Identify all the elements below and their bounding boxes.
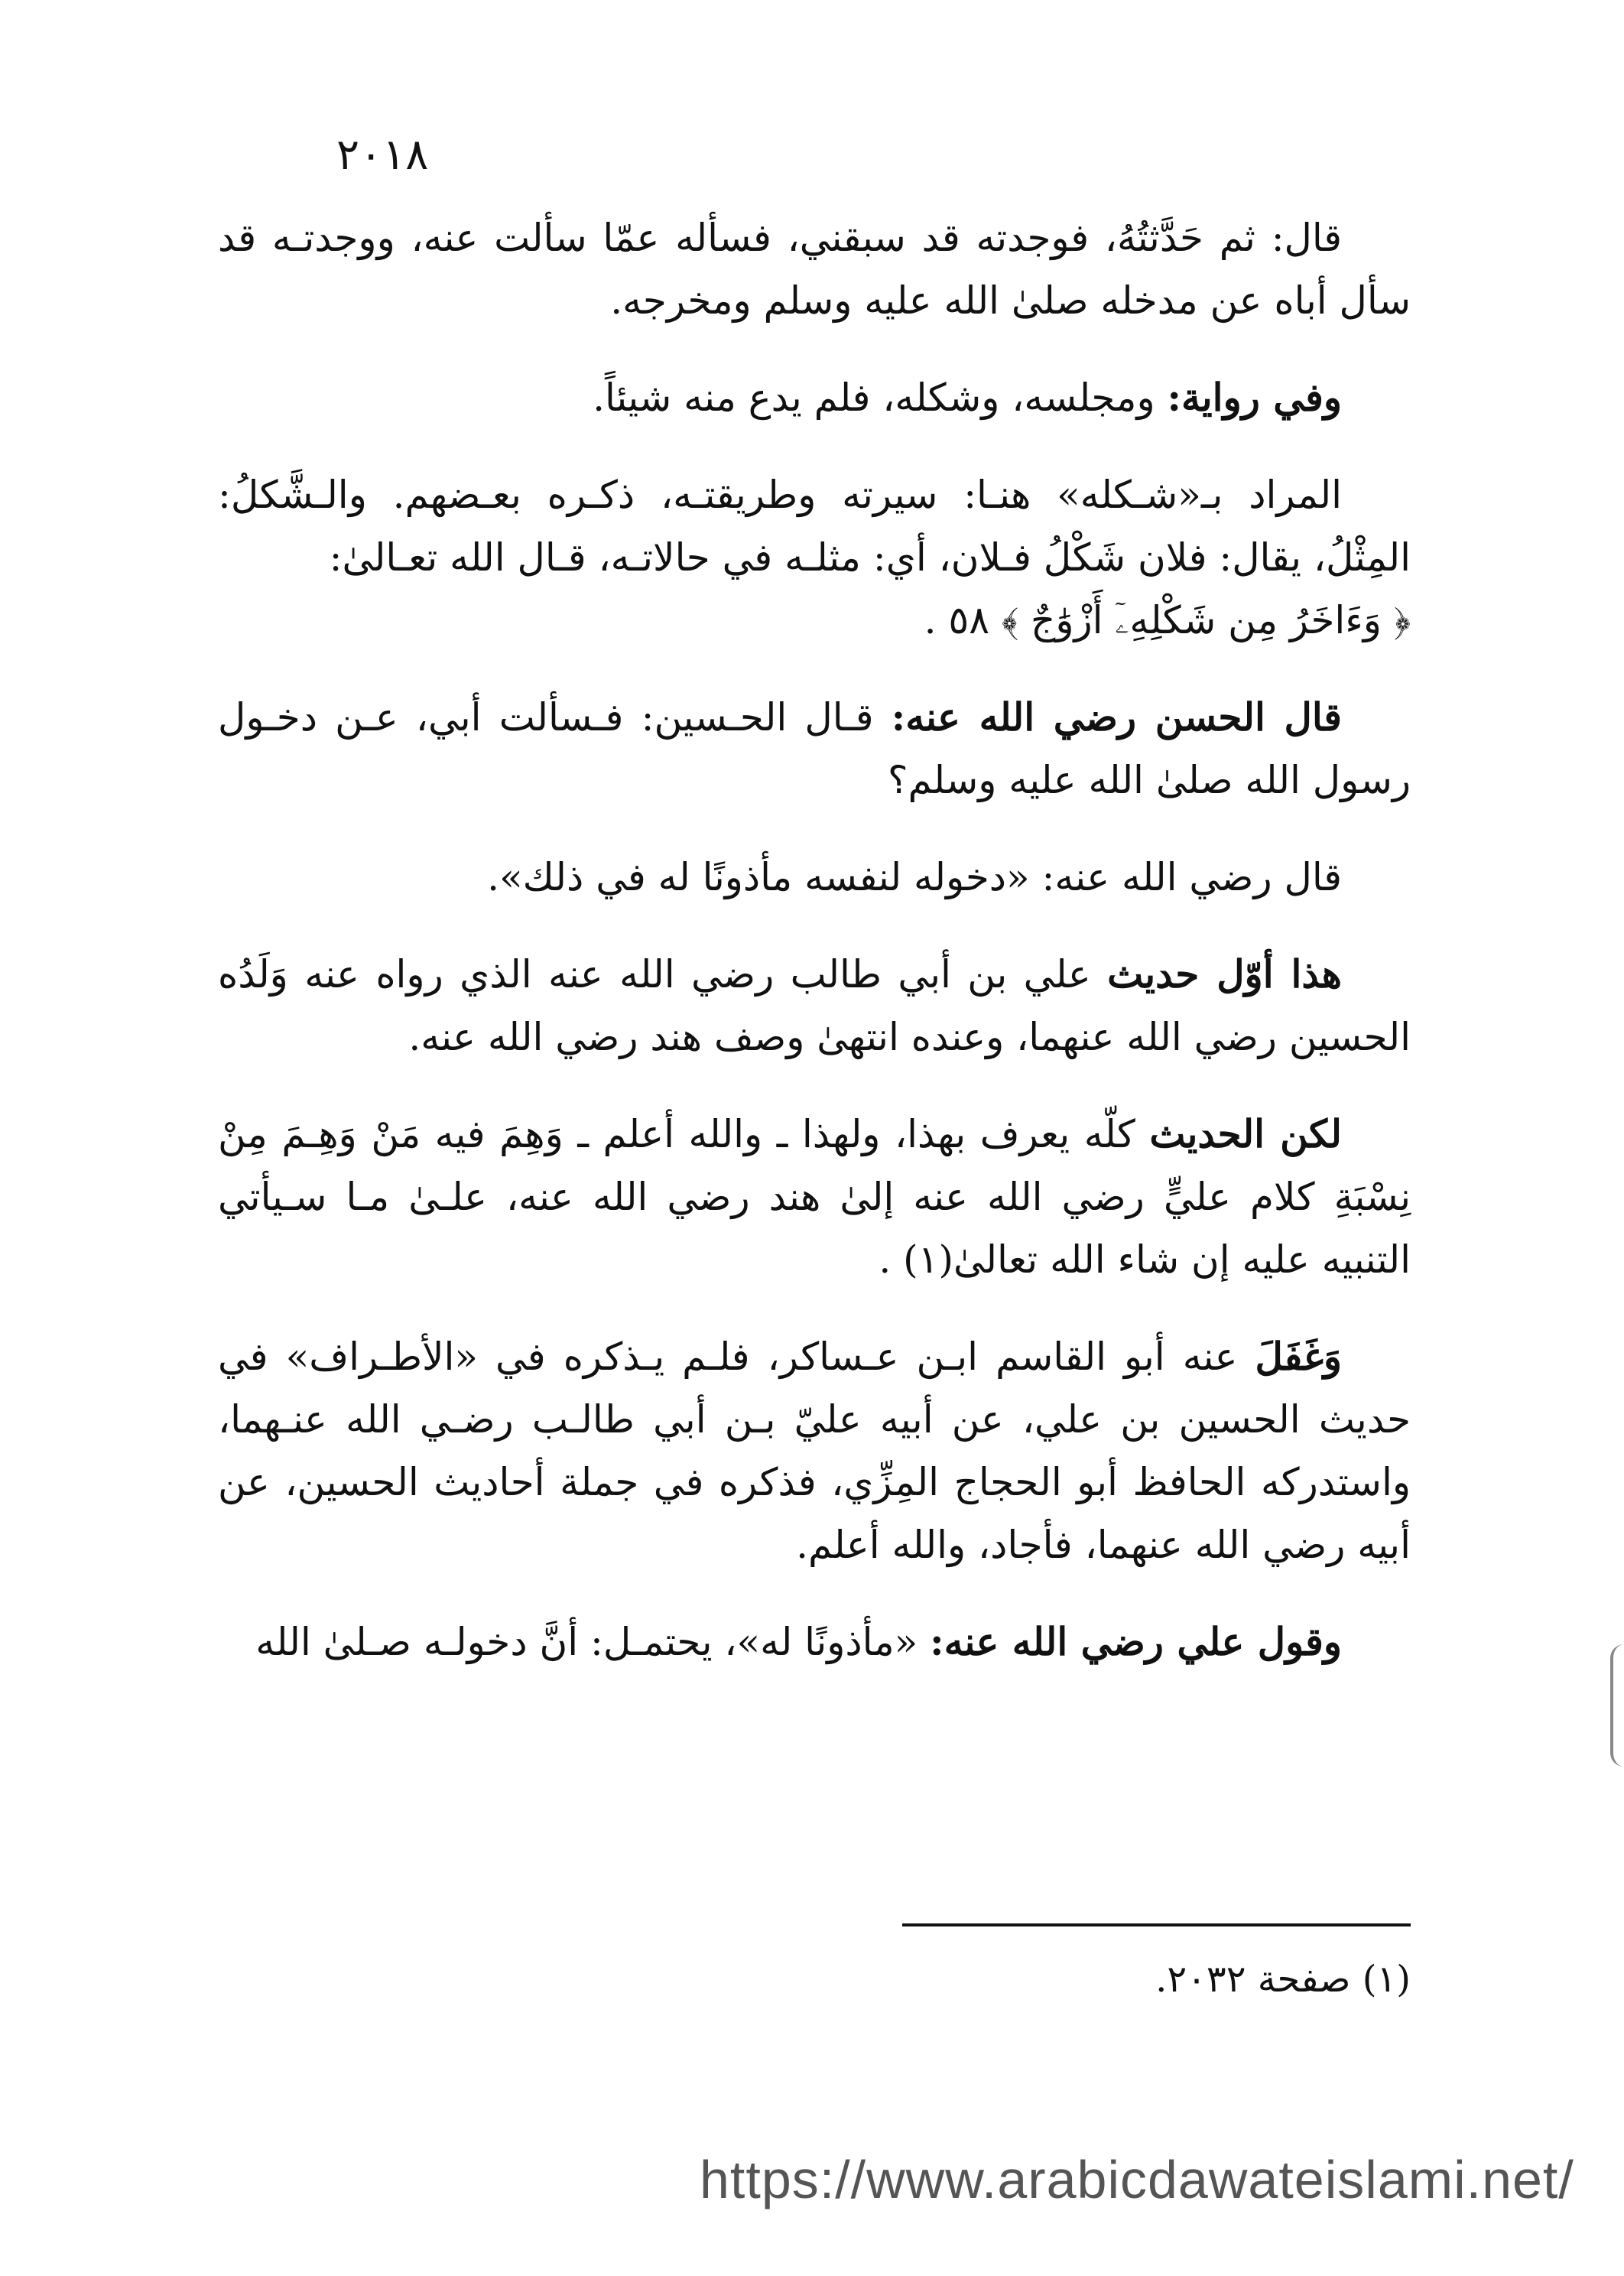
paragraph-lead: وفي رواية: — [1167, 375, 1342, 420]
paragraph — [218, 686, 1411, 811]
paragraph-text: علي بن أبي طالب رضي الله عنه الذي رواه عنه وَلَدُه الحسين رضي الله عنهما، وعنده انتهىٰ وصف هند رضي الله عنه. — [218, 952, 1411, 1059]
paragraph-lead: وَغَفَلَ — [1255, 1334, 1342, 1379]
paragraph-text: قال رضي الله عنه: «دخوله لنفسه مأذونًا له في ذلك». — [487, 855, 1342, 899]
page-number: ٢٠١٨ — [336, 130, 429, 180]
paragraph-text: «مأذونًا له»، يحتمـل: أنَّ دخولـه صـلىٰ الله — [255, 1620, 931, 1664]
paragraph-lead: وقول علي رضي الله عنه: — [930, 1619, 1342, 1664]
paragraph — [218, 463, 1411, 589]
footnote: (١) صفحة ٢٠٣٢. — [1155, 1958, 1411, 2001]
scan-edge-mark — [1610, 1644, 1624, 1767]
quran-verse — [218, 589, 1411, 652]
paragraph-text: قـال الحـسين: فـسألت أبي، عـن دخـول رسول الله صلىٰ الله عليه وسلم؟ — [218, 695, 1411, 802]
paragraph-text: ومجلسه، وشكله، فلم يدع منه شيئاً. — [593, 376, 1168, 420]
paragraph — [218, 1611, 1411, 1673]
paragraph — [218, 943, 1411, 1068]
quran-verse-text: ﴿ وَءَاخَرُ مِن شَكْلِهِۦٓ أَزْوَٰجٌ ﴾ ٥٨ . — [924, 598, 1411, 642]
paragraph-text: عنه أبو القاسم ابـن عـساكر، فلـم يـذكره في «الأطـراف» في حديث الحسين بن علي، عن أبيه عليّ بـن أبي طالـب رضـي الله عنـهما، واستدركه الحافظ أبو الحجاج المِزِّي، فذكره في جملة أحاديث الحسين، عن أبيه رضي الله عنهما، فأجاد، والله أعلم. — [218, 1335, 1411, 1567]
paragraph — [218, 1325, 1411, 1576]
paragraph-text: كلّه يعرف بهذا، ولهذا ـ والله أعلم ـ وَهِمَ فيه مَنْ وَهِـمَ مِنْ نِسْبَةِ كلام عليٍّ رضي الله عنه إلىٰ هند رضي الله عنه، علـىٰ مـا سـيأتي التنبيه عليه إن شاء الله تعالىٰ(١) . — [218, 1112, 1411, 1282]
paragraph — [218, 846, 1411, 909]
paragraph — [218, 1103, 1411, 1291]
paragraph — [218, 366, 1411, 429]
paragraph-lead: قال الحسن رضي الله عنه: — [891, 694, 1342, 740]
paragraph-lead: هذا أوّل حديث — [1107, 951, 1342, 997]
main-text — [218, 206, 1411, 1708]
watermark-url: https://www.arabicdawateislami.net/ — [700, 2150, 1574, 2209]
paragraph — [218, 206, 1411, 332]
paragraph-text: المراد بـ«شـكله» هنـا: سيرته وطريقتـه، ذكـره بعـضهم. والـشَّكلُ: المِثْلُ، يقال: فلان شَكْلُ فـلان، أي: مثلـه في حالاتـه، قـال الله تعـالىٰ: — [218, 473, 1411, 580]
footnote-divider — [902, 1923, 1411, 1926]
paragraph-text: قال: ثم حَدَّثتُهُ، فوجدته قد سبقني، فسأله عمّا سألت عنه، ووجدتـه قد سأل أباه عن مدخله صلىٰ الله عليه وسلم ومخرجه. — [218, 216, 1411, 323]
paragraph-lead: لكن الحديث — [1149, 1111, 1342, 1156]
